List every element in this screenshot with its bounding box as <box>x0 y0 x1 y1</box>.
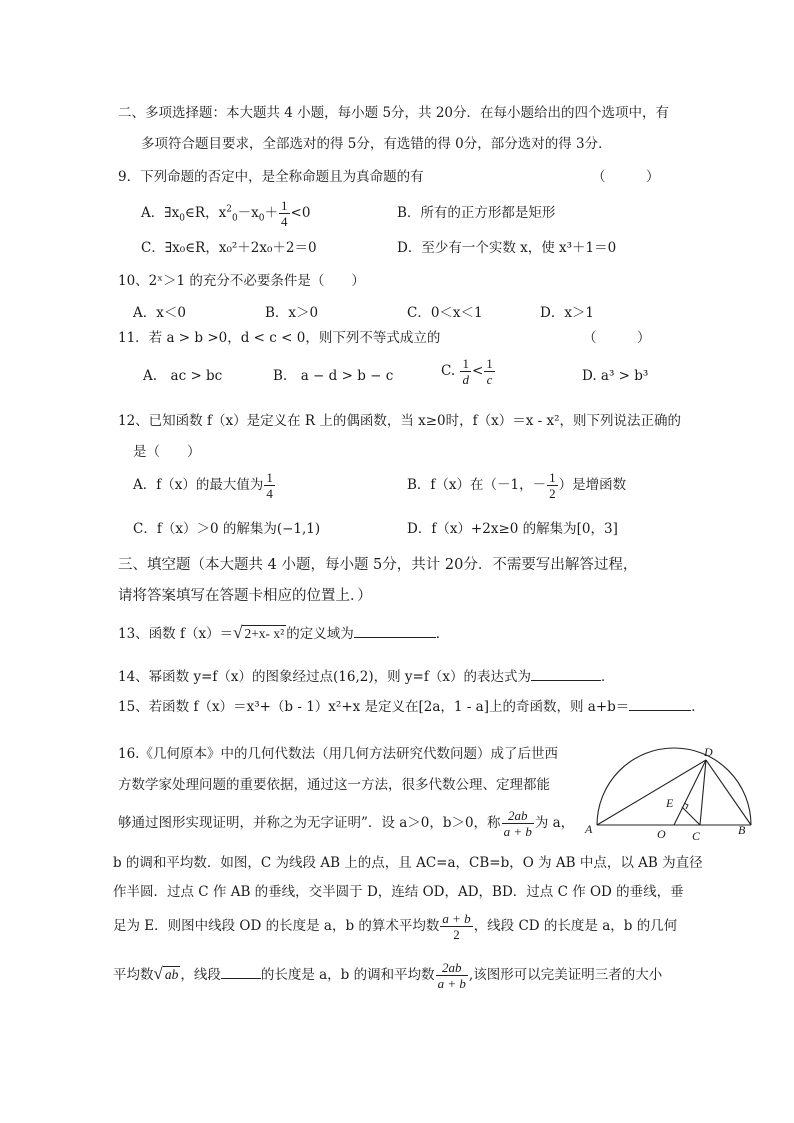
q16-line3: 够通过图形实现证明，并称之为无字证明”．设 a＞0，b＞0，称 $\frac{2ab}{a + b}$ 为 a， <box>118 808 575 839</box>
semicircle-figure <box>580 745 755 845</box>
q13-line: 13、函数 f（x）＝√ 2+x- x² 的定义域为 ． <box>118 623 450 642</box>
q12-option-c: C．f（x）＞0 的解集为(−1,1) <box>133 521 321 537</box>
section3-line1: 三、填空题（本大题共 4 小题，每小题 5分，共计 20分．不需要写出解答过程， <box>118 557 638 573</box>
q16-line5: 作半圆．过点 C 作 AB 的垂线，交半圆于 D，连结 OD，AD，BD．过点 C 作 OD 的垂线，垂 <box>113 884 684 900</box>
q15-line: 15、若函数 f（x）＝x³+（b - 1）x²+x 是定义在[2a，1 - a]上的奇函数，则 a+b＝ ． <box>118 699 705 715</box>
semicircle-arc <box>597 748 751 825</box>
label-c: C <box>692 829 701 843</box>
q11-option-d: D. a³ > b³ <box>582 368 649 384</box>
q12-stem-cont: 是（ ） <box>133 444 201 460</box>
q11-answer-bracket: （ ） <box>583 330 651 346</box>
q9-option-a: A．$\exists x_0\in R$，$x^2_0-x_0+$ $\frac{1}{4}$ <0 <box>141 198 311 229</box>
segment-ce <box>682 807 700 825</box>
q12-option-b: B．f（x）在（－1，－ $\frac{1}{2}$ ）是增函数 <box>407 470 627 501</box>
q11-option-b: B. a − d > b − c <box>273 368 394 384</box>
q14-line: 14、幂函数 y=f（x）的图象经过点(16,2)，则 y=f（x）的表达式为 ． <box>118 669 615 685</box>
q12-option-d: D．f（x）+2x≥0 的解集为[0，3] <box>407 521 618 537</box>
section2-line1: 二、多项选择题：本大题共 4 小题，每小题 5分，共 20分．在每小题给出的四个选项中，有 <box>118 105 670 121</box>
q9-stem: 9．下列命题的否定中，是全称命题且为真命题的有 <box>118 169 424 185</box>
q14-answer-blank <box>531 667 601 681</box>
q12-stem: 12、已知函数 f（x）是定义在 R 上的偶函数，当 x≥0时，f（x）＝x - x²，则下列说法正确的 <box>118 413 682 429</box>
section3-line2: 请将答案填写在答题卡相应的位置上．） <box>118 588 372 604</box>
q11-option-c: C. $\frac{1}{d}$ < $\frac{1}{c}$ <box>441 356 493 387</box>
q9-option-d: D．至少有一个实数 x，使 x³＋1＝0 <box>397 240 617 256</box>
q16-line6: 足为 E．则图中线段 OD 的长度是 a，b 的算术平均数 $\frac{a + b}{2}$ ，线段 CD 的长度是 a，b 的几何 <box>113 911 678 942</box>
q13-answer-blank <box>354 624 436 638</box>
q16-line2: 方数学家处理问题的重要依据，通过这一方法，很多代数公理、定理都能 <box>118 777 550 793</box>
label-a: A <box>585 822 593 836</box>
q10-option-b: B．x＞0 <box>265 305 319 321</box>
q16-line1: 16.《几何原本》中的几何代数法（用几何方法研究代数问题）成了后世西 <box>118 746 558 762</box>
q10-option-d: D．x＞1 <box>540 305 595 321</box>
q9-answer-bracket: （ ） <box>592 169 660 185</box>
q9-a-fraction: $\frac{1}{4}$ <box>281 198 288 229</box>
section2-line2: 多项符合题目要求，全部选对的得 5分，有选错的得 0分，部分选对的得 3分． <box>141 136 612 152</box>
label-b: B <box>738 823 746 837</box>
q11-option-a: A. ac > bc <box>143 368 223 384</box>
q12-option-a: A．f（x）的最大值为 $\frac{1}{4}$ <box>133 470 273 501</box>
q10-stem: 10、2ˣ＞1 的充分不必要条件是（ ） <box>118 273 365 289</box>
q11-stem: 11．若 a > b >0，d < c < 0，则下列不等式成立的 <box>118 330 441 346</box>
q9-option-c: C．∃x₀∈R，x₀²＋2x₀＋2＝0 <box>141 240 317 256</box>
q16-line7: 平均数√ ab ，线段 的长度是 a，b 的调和平均数 $\frac{2ab}{a + b}$ ,该图形可以完美证明三者的大小 <box>113 960 663 991</box>
q10-option-a: A．x＜0 <box>133 305 186 321</box>
q16-line4: b 的调和平均数．如图，C 为线段 AB 上的点，且 AC=a，CB=b，O 为 AB 中点，以 AB 为直径 <box>113 855 703 871</box>
label-e: E <box>666 796 674 810</box>
label-o: O <box>657 827 666 841</box>
label-d: D <box>704 745 713 759</box>
q10-option-c: C．0＜x＜1 <box>407 305 483 321</box>
q9-option-b: B．所有的正方形都是矩形 <box>397 205 556 221</box>
q16-answer-blank <box>221 965 261 979</box>
q15-answer-blank <box>629 697 691 711</box>
